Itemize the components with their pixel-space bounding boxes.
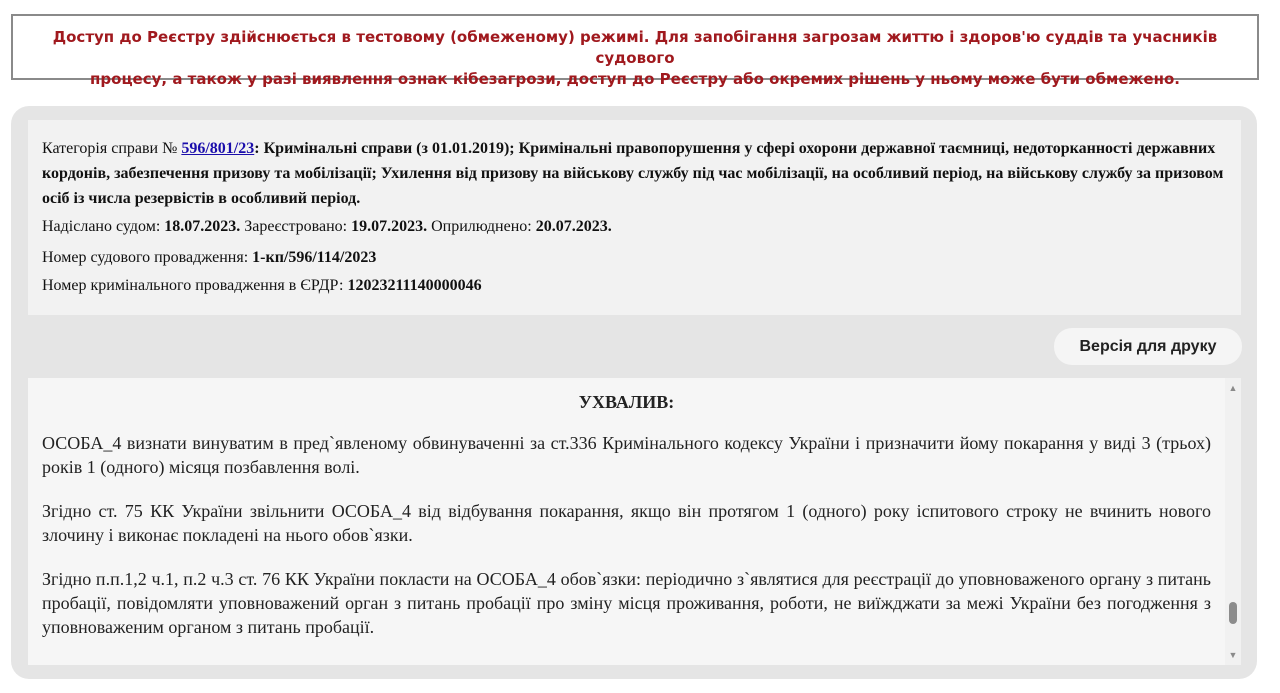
proceeding-number-row <box>42 245 1227 270</box>
case-number-link[interactable]: 596/801/23 <box>181 140 255 157</box>
decision-panel <box>11 106 1257 679</box>
erdr-number: 12023211140000046 <box>347 277 482 294</box>
access-notice-line-1: Доступ до Реєстру здійснюється в тестовому (обмеженому) режимі. Для запобігання загрозам життю і здоров'ю суддів та учасників судового <box>52 28 1218 67</box>
document-heading: УХВАЛИВ: <box>578 392 675 412</box>
case-info <box>28 120 1241 315</box>
registered-date: 19.07.2023. <box>351 218 428 235</box>
registered-label: Зареєстровано: <box>240 218 352 235</box>
document-text <box>28 378 1225 665</box>
document-paragraph-3: Згідно п.п.1,2 ч.1, п.2 ч.3 ст. 76 КК України покласти на ОСОБА_4 обов`язки: періодично з`являтися для реєстрації до уповноваженого органу з питань пробації, повідомляти уповноважений орган з питань пробації про зміну місця проживання, роботи, не виїжджати за межі України без погодження з уповноваженим органом з питань пробації. <box>42 569 1211 637</box>
case-dates <box>42 214 1227 239</box>
access-notice <box>11 14 1259 88</box>
document-paragraph-1: ОСОБА_4 визнати винуватим в пред`явленому обвинуваченні за ст.336 Кримінального кодексу України і призначити йому покарання у виді 3 (трьох) років 1 (одного) місяця позбавлення волі. <box>42 433 1211 477</box>
published-date: 20.07.2023. <box>535 218 612 235</box>
erdr-label: Номер кримінального провадження в ЄРДР: <box>42 277 348 294</box>
proceeding-label: Номер судового провадження: <box>42 249 253 266</box>
scroll-up-arrow-icon[interactable]: ▲ <box>1228 383 1238 393</box>
published-label: Оприлюднено: <box>427 218 536 235</box>
scroll-thumb[interactable] <box>1229 602 1237 624</box>
sent-date: 18.07.2023. <box>164 218 241 235</box>
erdr-number-row <box>42 273 1227 298</box>
proceeding-number: 1-кп/596/114/2023 <box>252 249 377 266</box>
print-version-button[interactable]: Версія для друку <box>1054 328 1242 365</box>
case-category-text: : Кримінальні справи (з 01.01.2019); Кримінальні правопорушення у сфері охорони державної таємниці, недоторканності державних кордонів, забезпечення призову та мобілізації; Ухилення від призову на військову службу під час мобілізації, на особливий період, на військову службу за призовом осіб із числа резервістів в особливий період. <box>42 140 1224 207</box>
sent-label: Надіслано судом: <box>42 218 165 235</box>
case-category-prefix: Категорія справи № <box>42 140 182 157</box>
document-viewer[interactable] <box>28 378 1241 665</box>
document-scrollbar[interactable] <box>1225 378 1241 665</box>
document-paragraph-2: Згідно ст. 75 КК України звільнити ОСОБА_4 від відбування покарання, якщо він протягом 1 (одного) року іспитового строку не вчинить нового злочину і виконає покладені на нього обов`язки. <box>42 501 1211 545</box>
access-notice-line-2: процесу, а також у разі виявлення ознак кібезагрози, доступ до Реєстру або окремих рішень у ньому може бути обмежено. <box>90 70 1180 88</box>
scroll-down-arrow-icon[interactable]: ▼ <box>1228 650 1238 660</box>
case-category <box>42 136 1227 211</box>
